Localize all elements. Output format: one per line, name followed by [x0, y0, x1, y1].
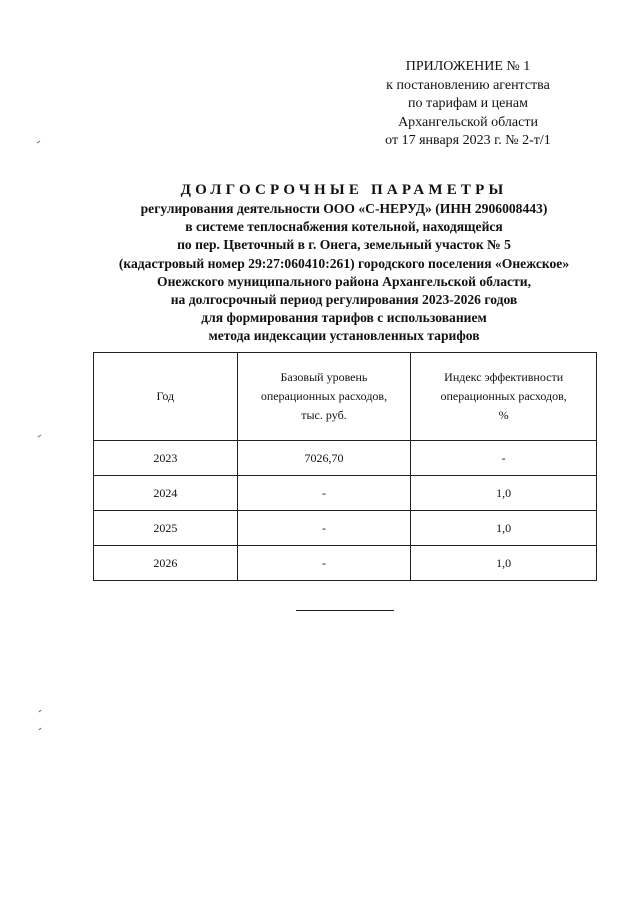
- heading-line: метода индексации установленных тарифов: [208, 328, 480, 344]
- heading-line: по пер. Цветочный в г. Онега, земельный участок № 5: [177, 237, 511, 253]
- header-base-level: [237, 353, 411, 441]
- scan-speck: [37, 141, 40, 143]
- header-year: Год: [94, 353, 238, 441]
- heading-line: для формирования тарифов с использованием: [201, 310, 487, 326]
- table-header-row: [94, 353, 597, 441]
- heading-line: в системе теплоснабжения котельной, находящейся: [185, 219, 503, 235]
- header-efficiency-index: [411, 353, 597, 441]
- document-title: ДОЛГОСРОЧНЫЕ ПАРАМЕТРЫ: [180, 182, 508, 198]
- cell-efficiency-index: 1,0: [411, 546, 597, 581]
- document-heading: [60, 180, 628, 346]
- header-line: тыс. руб.: [301, 408, 347, 422]
- appendix-line: Архангельской области: [398, 114, 538, 130]
- scan-speck: [38, 435, 41, 437]
- cell-base-level: -: [237, 476, 411, 511]
- cell-year: 2026: [94, 546, 238, 581]
- scan-speck: [39, 710, 41, 712]
- cell-base-level: -: [237, 511, 411, 546]
- cell-year: 2023: [94, 441, 238, 476]
- cell-base-level: -: [237, 546, 411, 581]
- header-line: %: [498, 408, 509, 422]
- cell-efficiency-index: -: [411, 441, 597, 476]
- cell-efficiency-index: 1,0: [411, 511, 597, 546]
- table-row: [94, 546, 597, 581]
- parameters-table: [93, 352, 597, 581]
- header-line: операционных расходов,: [260, 389, 388, 403]
- cell-base-level: 7026,70: [237, 441, 411, 476]
- table-row: [94, 511, 597, 546]
- appendix-line: к постановлению агентства: [386, 77, 550, 93]
- cell-year: 2024: [94, 476, 238, 511]
- separator-line: [296, 610, 394, 611]
- header-line: Базовый уровень: [280, 370, 368, 384]
- appendix-line: по тарифам и ценам: [408, 96, 528, 111]
- header-line: операционных расходов,: [440, 389, 567, 403]
- header-line: Индекс эффективности: [444, 370, 564, 384]
- heading-line: на долгосрочный период регулирования 2023-2026 годов: [170, 292, 518, 308]
- appendix-block: [330, 58, 606, 151]
- table-row: [94, 476, 597, 511]
- heading-line: (кадастровый номер 29:27:060410:261) городского поселения «Онежское»: [118, 255, 570, 271]
- scan-speck: [39, 728, 41, 730]
- appendix-date-line: от 17 января 2023 г. № 2-т/1: [385, 133, 551, 148]
- cell-efficiency-index: 1,0: [411, 476, 597, 511]
- heading-line: регулирования деятельности ООО «С-НЕРУД» (ИНН 2906008443): [140, 201, 548, 216]
- appendix-number: ПРИЛОЖЕНИЕ № 1: [405, 59, 531, 74]
- cell-year: 2025: [94, 511, 238, 546]
- heading-line: Онежского муниципального района Архангельской области,: [157, 273, 531, 289]
- table-row: [94, 441, 597, 476]
